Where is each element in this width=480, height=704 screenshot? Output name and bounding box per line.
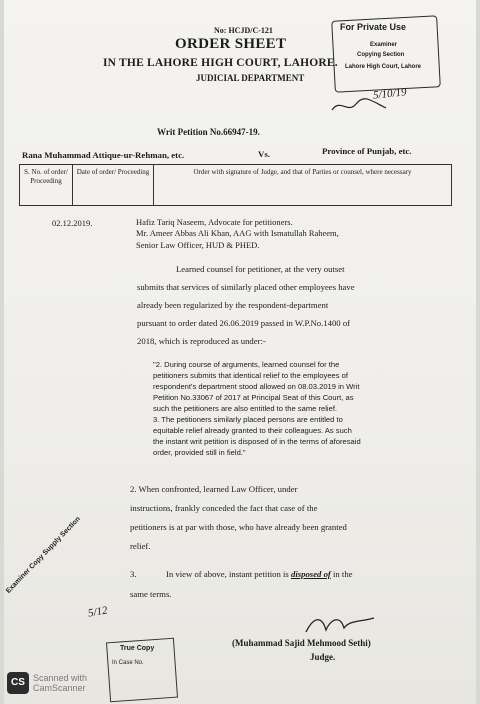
page-title: ORDER SHEET — [175, 36, 287, 52]
quote-line5: such the petitioners are also entitled to the same relief. — [153, 404, 338, 413]
appearance-line-3: Senior Law Officer, HUD & PHED. — [136, 240, 260, 250]
form-number: No: HCJD/C-121 — [214, 26, 273, 35]
col-date: Date of order/ Proceeding — [73, 165, 154, 206]
department-name: JUDICIAL DEPARTMENT — [196, 73, 305, 83]
handwritten-date: 5/10/19 — [372, 86, 408, 102]
para2-line2: instructions, frankly conceded the fact that case of the — [130, 503, 318, 513]
para1-line5: 2018, which is reproduced as under:- — [137, 336, 266, 346]
para2-line3: petitioners is at par with those, who have already been granted — [130, 522, 347, 532]
watermark-line2: CamScanner — [33, 683, 86, 693]
stamp-line-section: Copying Section — [357, 52, 405, 58]
para1-line2: submits that services of similarly placed other employees have — [137, 282, 355, 292]
para1-line1: Learned counsel for petitioner, at the very outset — [176, 264, 345, 274]
judge-title: Judge. — [310, 652, 336, 662]
disposed-of-emphasis: disposed of — [290, 569, 331, 579]
watermark-line1: Scanned with — [33, 673, 88, 683]
para2-line4: relief. — [130, 541, 151, 551]
appearance-line-2: Mr. Ameer Abbas Ali Khan, AAG with Ismatullah Raheem, — [136, 228, 339, 238]
versus-label: Vs. — [258, 149, 270, 159]
petition-number: Writ Petition No.66947-19. — [157, 127, 260, 137]
quote-line3: respondent's department stood allowed on 08.03.2019 in Writ — [153, 382, 360, 391]
petitioner-name: Rana Muhammad Attique-ur-Rehman, etc. — [22, 150, 185, 160]
respondent-name: Province of Punjab, etc. — [322, 146, 412, 156]
para1-line4: pursuant to order dated 26.06.2019 passed in W.P.No.1400 of — [137, 318, 351, 328]
quote-line7: equitable relief already granted to their colleagues. As such — [153, 426, 352, 435]
stamp-title: For Private Use — [340, 22, 407, 32]
para3-line1 — [166, 569, 353, 579]
quote-line9: order, provided still in field." — [153, 448, 246, 457]
camscanner-watermark — [33, 673, 87, 693]
para3-number: 3. — [130, 569, 137, 579]
order-sheet-header-table — [19, 164, 452, 206]
col-order: Order with signature of Judge, and that of Parties or counsel, where necessary — [154, 165, 452, 206]
para3-text-a: In view of above, instant petition is — [166, 569, 291, 579]
stamp-line-court: Lahore High Court, Lahore — [345, 64, 422, 70]
judge-name: (Muhammad Sajid Mehmood Sethi) — [232, 638, 371, 648]
copy-supply-section-stamp: Examiner Copy Supply Section — [5, 515, 82, 595]
judge-signature — [300, 612, 380, 640]
court-name: IN THE LAHORE HIGH COURT, LAHORE. — [103, 57, 338, 69]
quote-line6: 3. The petitioners similarly placed persons are entitled to — [153, 415, 343, 424]
signature-scribble — [330, 96, 390, 116]
date-mark: 5/12 — [87, 604, 109, 620]
quote-line8: the instant writ petition is disposed of in the terms of aforesaid — [153, 437, 361, 446]
para3-text-c: in the — [330, 569, 353, 579]
quote-line1: "2. During course of arguments, learned counsel for the — [153, 360, 340, 369]
document-page — [4, 0, 476, 704]
quote-line2: petitioners submits that identical relief to the employees of — [153, 371, 349, 380]
para2-line1: 2. When confronted, learned Law Officer, under — [130, 484, 298, 494]
quote-line4: Petition No.33067 of 2017 at Principal Seat of this Court, as — [153, 393, 354, 402]
true-copy-label: True Copy — [120, 645, 155, 652]
stamp-line-examiner: Examiner — [370, 42, 398, 48]
appearance-line-1: Hafiz Tariq Naseem, Advocate for petitioners. — [136, 217, 293, 227]
para3-line2: same terms. — [130, 589, 172, 599]
case-no-label: In Case No. — [112, 660, 144, 666]
col-serial-no: S. No. of order/ Proceeding — [20, 165, 73, 206]
order-date: 02.12.2019. — [52, 218, 93, 228]
camscanner-logo-icon: CS — [7, 672, 29, 694]
para1-line3: already been regularized by the respondent-department — [137, 300, 329, 310]
